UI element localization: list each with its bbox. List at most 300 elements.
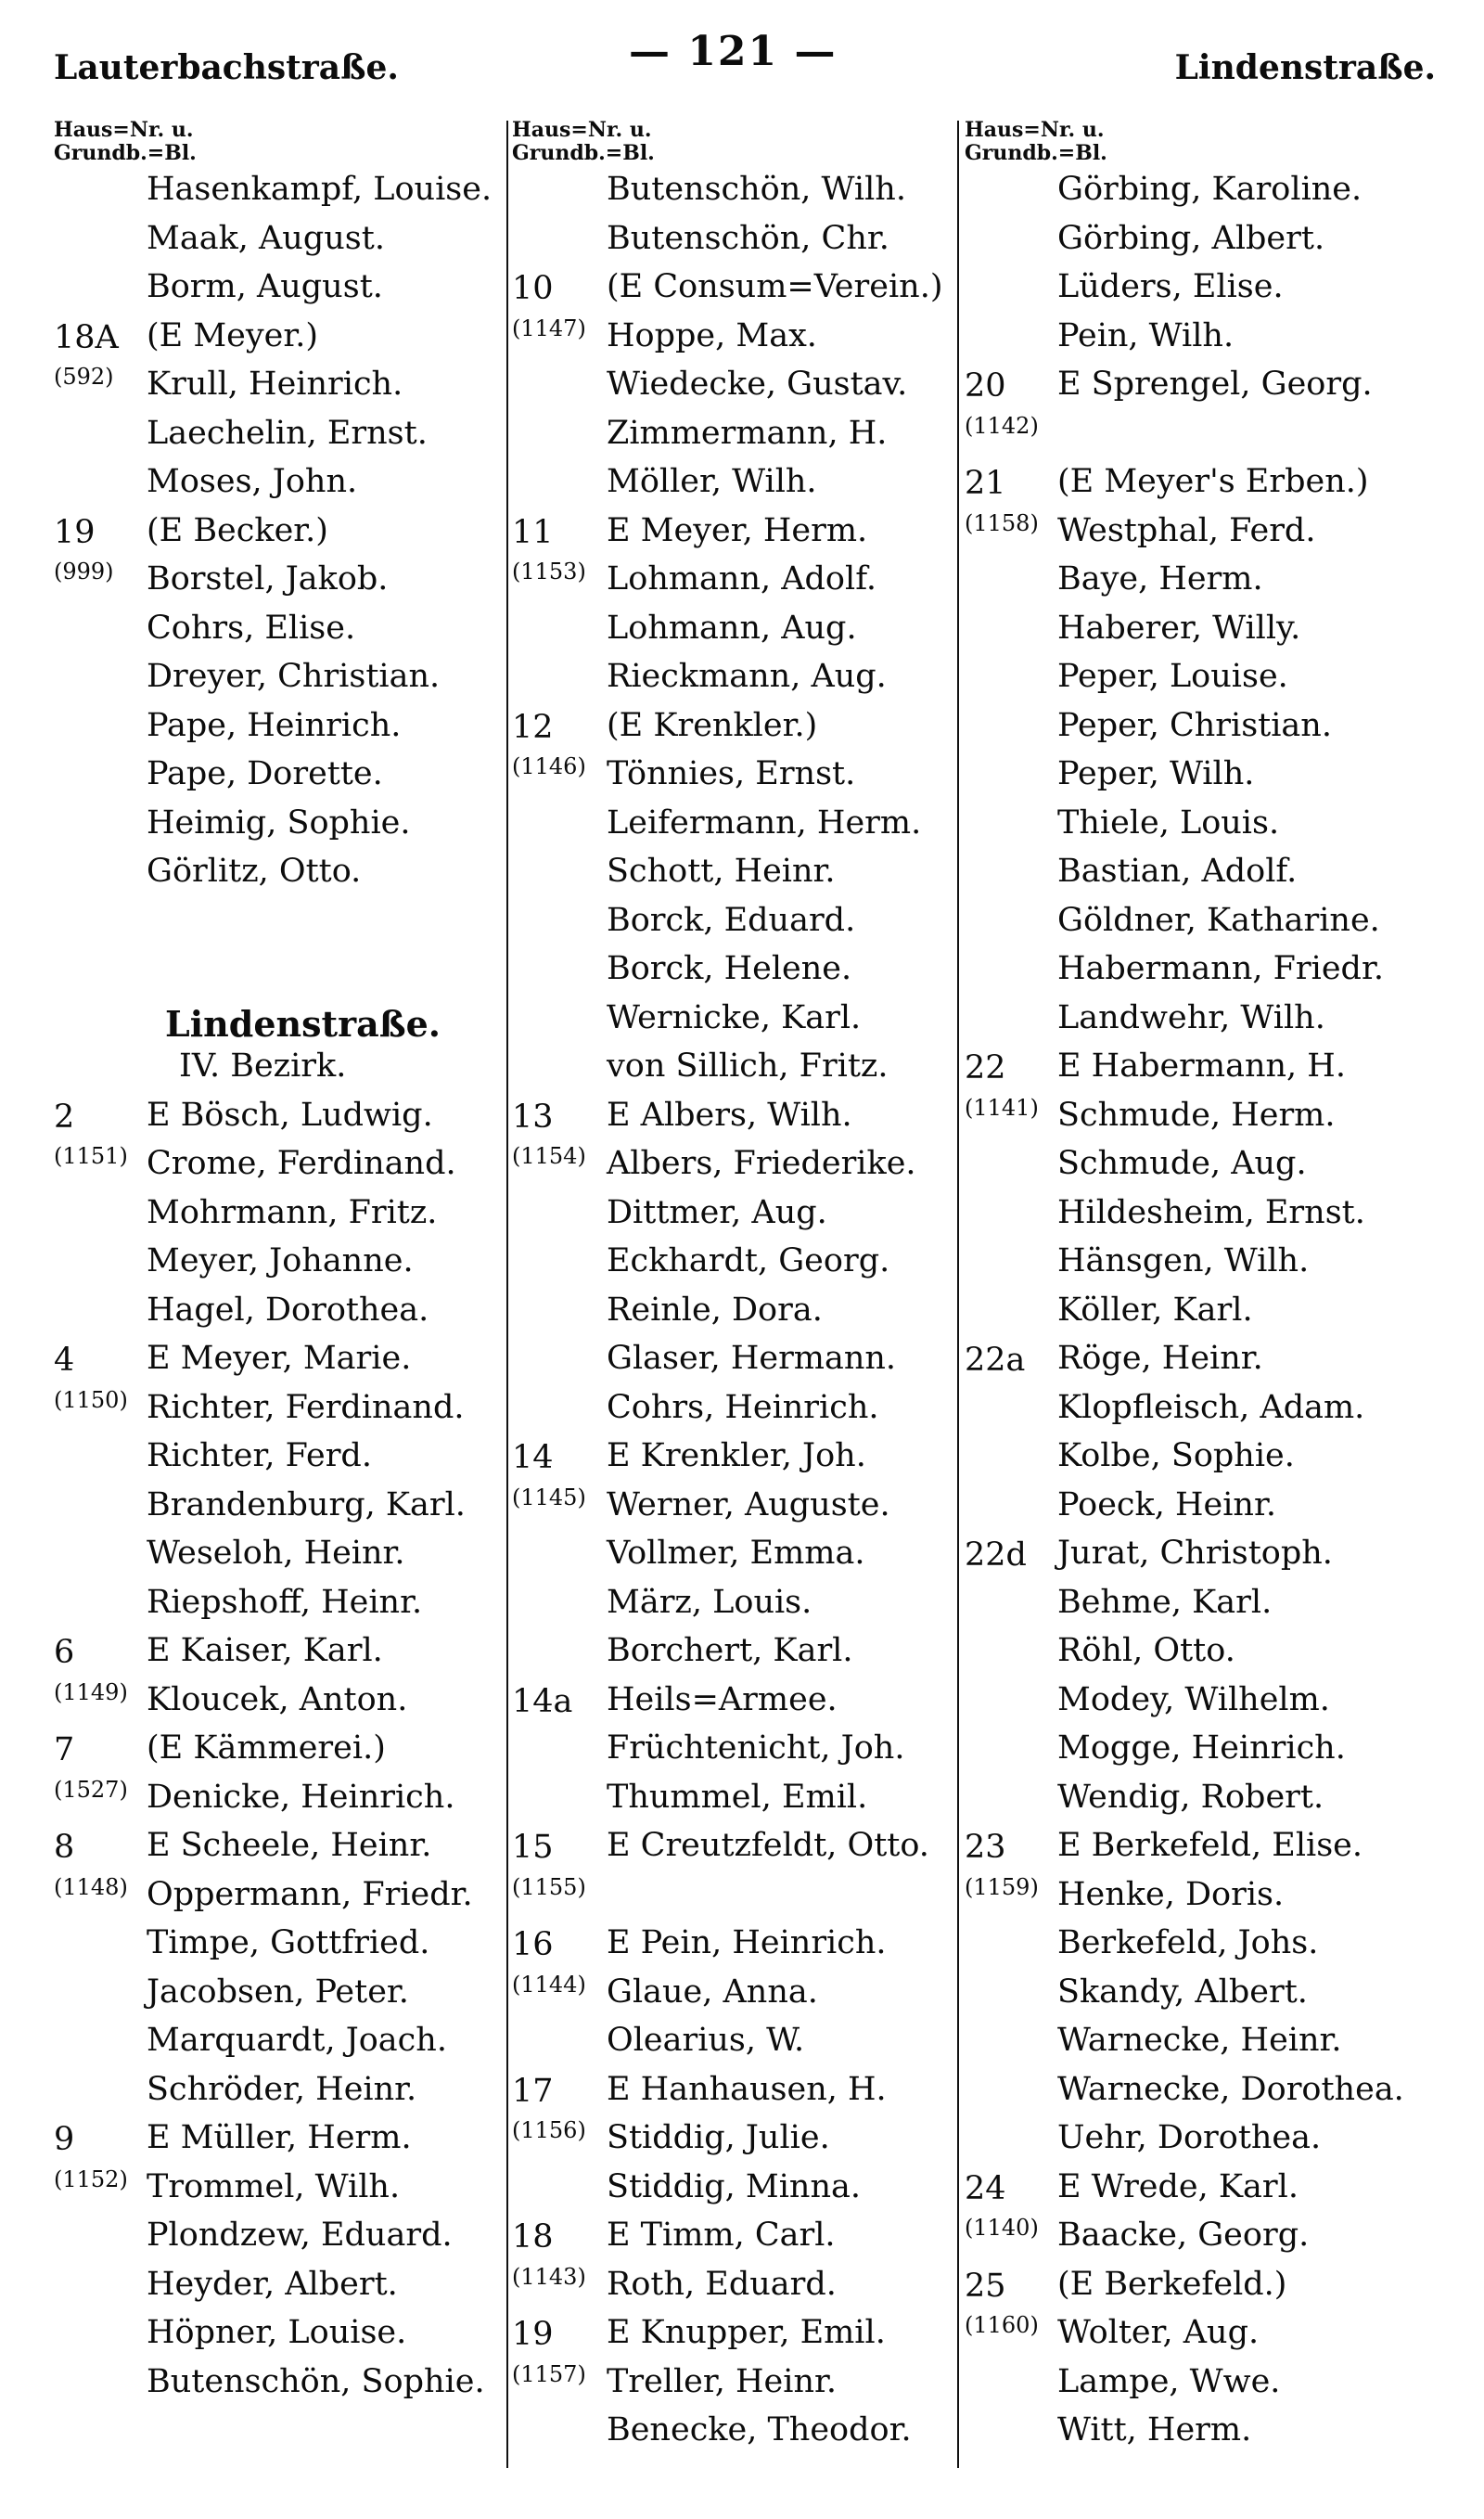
directory-entry xyxy=(965,1189,1428,1238)
resident-name: E Sprengel, Georg. xyxy=(1057,366,1373,403)
directory-entry xyxy=(54,652,504,701)
directory-entry xyxy=(54,1139,504,1189)
directory-entry xyxy=(965,896,1428,945)
directory-entry xyxy=(965,1676,1428,1725)
house-number: 25 xyxy=(965,2267,1006,2305)
resident-name: Dittmer, Aug. xyxy=(607,1193,827,1231)
resident-name: E Habermann, H. xyxy=(1057,1047,1346,1085)
resident-name: Cohrs, Heinrich. xyxy=(607,1388,879,1426)
column-header-line2: Grundb.=Bl. xyxy=(54,141,197,165)
directory-entry xyxy=(965,1432,1428,1481)
directory-entry xyxy=(965,945,1428,994)
directory-entry xyxy=(54,750,504,799)
house-number: 2 xyxy=(54,1098,75,1136)
resident-name: E Krenkler, Joh. xyxy=(607,1437,866,1474)
directory-entry xyxy=(54,799,504,848)
grundbuch-number: (1152) xyxy=(54,2166,128,2192)
directory-entry xyxy=(54,1481,504,1530)
house-number: 7 xyxy=(54,1731,75,1768)
resident-name: E Bösch, Ludwig. xyxy=(147,1096,433,1134)
directory-entry xyxy=(512,847,963,896)
directory-entry xyxy=(54,701,504,751)
resident-name: E Wrede, Karl. xyxy=(1057,2167,1298,2205)
directory-entry xyxy=(54,1432,504,1481)
directory-entry xyxy=(54,2308,504,2358)
column-2 xyxy=(512,119,963,2455)
resident-name: (E Kämmerei.) xyxy=(147,1729,386,1767)
resident-name: Klopfleisch, Adam. xyxy=(1057,1388,1365,1426)
resident-name: Lampe, Wwe. xyxy=(1057,2362,1281,2400)
resident-name: E Kaiser, Karl. xyxy=(147,1632,383,1669)
resident-name: Albers, Friederike. xyxy=(607,1145,916,1182)
column-header xyxy=(965,119,1428,165)
directory-entry xyxy=(512,360,963,409)
resident-name: Thiele, Louis. xyxy=(1057,803,1280,842)
directory-entry xyxy=(512,1968,963,2017)
resident-name: Görlitz, Otto. xyxy=(147,853,362,890)
resident-name: (E Consum=Verein.) xyxy=(607,268,943,305)
directory-entry xyxy=(965,701,1428,751)
resident-name: Röhl, Otto. xyxy=(1057,1632,1235,1669)
grundbuch-number: (1155) xyxy=(512,1873,586,1900)
directory-entry xyxy=(512,896,963,945)
directory-entry xyxy=(54,1237,504,1286)
resident-name: Borchert, Karl. xyxy=(607,1632,853,1669)
resident-name: Schmude, Aug. xyxy=(1057,1145,1307,1182)
directory-entry xyxy=(54,457,504,507)
resident-name: Görbing, Albert. xyxy=(1057,219,1325,257)
directory-entry xyxy=(512,1919,963,1968)
directory-entry xyxy=(965,1481,1428,1530)
street-title: Lindenstraße. xyxy=(165,1002,441,1045)
resident-name: Marquardt, Joach. xyxy=(147,2022,447,2059)
resident-name: Berkefeld, Johs. xyxy=(1057,1924,1319,1961)
directory-entry xyxy=(54,214,504,263)
resident-name: Früchtenicht, Joh. xyxy=(607,1729,905,1767)
column-header-line1: Haus=Nr. u. xyxy=(54,118,194,142)
resident-name: Skandy, Albert. xyxy=(1057,1973,1308,2011)
grundbuch-number: (1146) xyxy=(512,753,586,779)
directory-entry xyxy=(512,652,963,701)
resident-name: Stiddig, Julie. xyxy=(607,2119,830,2156)
resident-name: Pape, Dorette. xyxy=(147,755,383,792)
resident-name: E Timm, Carl. xyxy=(607,2217,836,2254)
directory-entry xyxy=(512,2211,963,2260)
resident-name: E Knupper, Emil. xyxy=(607,2314,886,2351)
resident-name: Thummel, Emil. xyxy=(607,1778,868,1816)
directory-entry xyxy=(965,1919,1428,1968)
house-number: 6 xyxy=(54,1634,75,1671)
directory-entry xyxy=(512,945,963,994)
grundbuch-number: (1153) xyxy=(512,559,586,585)
directory-entry xyxy=(54,1091,504,1140)
directory-entry xyxy=(965,2114,1428,2163)
directory-entry xyxy=(965,1821,1428,1870)
resident-name: Wolter, Aug. xyxy=(1057,2314,1260,2351)
running-head-right: Lindenstraße. xyxy=(1174,48,1436,87)
grundbuch-number: (1154) xyxy=(512,1143,586,1169)
house-number: 15 xyxy=(512,1829,554,1866)
house-number: 18A xyxy=(54,318,119,356)
directory-entry xyxy=(54,263,504,312)
resident-name: Wendig, Robert. xyxy=(1057,1778,1324,1816)
directory-entry xyxy=(965,2406,1428,2455)
directory-entry xyxy=(512,701,963,751)
resident-name: Zimmermann, H. xyxy=(607,414,888,452)
directory-entry xyxy=(965,2016,1428,2065)
resident-name: (E Becker.) xyxy=(147,511,328,549)
directory-entry xyxy=(54,2065,504,2114)
resident-name: (E Krenkler.) xyxy=(607,706,818,744)
resident-name: Plondzew, Eduard. xyxy=(147,2217,453,2254)
directory-entry xyxy=(965,555,1428,604)
resident-name: E Meyer, Marie. xyxy=(147,1340,412,1377)
directory-entry xyxy=(965,1968,1428,2017)
resident-name: Tönnies, Ernst. xyxy=(607,755,856,792)
directory-entry xyxy=(54,1676,504,1725)
resident-name: Uehr, Dorothea. xyxy=(1057,2119,1322,2156)
house-number: 10 xyxy=(512,270,554,307)
directory-entry xyxy=(965,750,1428,799)
directory-entry xyxy=(512,1481,963,1530)
resident-name: Peper, Louise. xyxy=(1057,658,1288,695)
house-number: 19 xyxy=(54,513,96,551)
directory-entry xyxy=(54,165,504,214)
directory-entry xyxy=(512,2308,963,2358)
directory-entry xyxy=(965,263,1428,312)
resident-name: Henke, Doris. xyxy=(1057,1875,1285,1913)
directory-entry xyxy=(54,507,504,556)
resident-name: Modey, Wilhelm. xyxy=(1057,1680,1330,1718)
directory-entry xyxy=(965,1529,1428,1578)
resident-name: E Scheele, Heinr. xyxy=(147,1827,432,1864)
resident-name: Glaser, Hermann. xyxy=(607,1340,897,1377)
house-number: 4 xyxy=(54,1342,75,1379)
resident-name: Crome, Ferdinand. xyxy=(147,1145,456,1182)
resident-name: Leifermann, Herm. xyxy=(607,803,922,842)
directory-entry xyxy=(965,1578,1428,1627)
directory-entry xyxy=(512,1139,963,1189)
grundbuch-number: (592) xyxy=(54,364,114,390)
directory-entry xyxy=(512,1042,963,1091)
resident-name: Jacobsen, Peter. xyxy=(147,1973,409,2011)
grundbuch-number: (1149) xyxy=(54,1678,128,1705)
resident-name: (E Meyer.) xyxy=(147,316,319,354)
resident-name: Hänsgen, Wilh. xyxy=(1057,1242,1310,1279)
resident-name: Köller, Karl. xyxy=(1057,1291,1253,1329)
directory-entry xyxy=(54,1286,504,1335)
grundbuch-number: (999) xyxy=(54,559,114,585)
house-number: 14 xyxy=(512,1439,554,1476)
directory-entry xyxy=(965,799,1428,848)
resident-name: E Albers, Wilh. xyxy=(607,1096,852,1134)
resident-name: Eckhardt, Georg. xyxy=(607,1242,890,1279)
resident-name: Hasenkampf, Louise. xyxy=(147,171,493,208)
directory-entry xyxy=(54,2016,504,2065)
directory-entry xyxy=(54,555,504,604)
resident-name: Hagel, Dorothea. xyxy=(147,1291,429,1329)
directory-entry xyxy=(512,312,963,361)
resident-name: E Hanhausen, H. xyxy=(607,2070,887,2108)
resident-name: Laechelin, Ernst. xyxy=(147,414,428,452)
resident-name: Riepshoff, Heinr. xyxy=(147,1583,423,1621)
directory-entry xyxy=(512,2065,963,2114)
resident-name: Jurat, Christoph. xyxy=(1057,1535,1333,1572)
resident-name: Borck, Helene. xyxy=(607,950,852,987)
directory-entry xyxy=(512,1821,963,1870)
directory-entry xyxy=(54,1189,504,1238)
directory-entry xyxy=(512,2163,963,2212)
column-header-line2: Grundb.=Bl. xyxy=(512,141,655,165)
directory-entry xyxy=(965,1286,1428,1335)
directory-entry xyxy=(965,1773,1428,1822)
directory-entry xyxy=(965,847,1428,896)
directory-entry xyxy=(512,2016,963,2065)
directory-entry xyxy=(512,1334,963,1383)
directory-entry xyxy=(512,1237,963,1286)
directory-entry xyxy=(965,652,1428,701)
resident-name: Göldner, Katharine. xyxy=(1057,901,1380,939)
directory-entry xyxy=(512,1383,963,1433)
directory-entry xyxy=(965,2308,1428,2358)
house-number: 24 xyxy=(965,2169,1006,2207)
resident-name: von Sillich, Fritz. xyxy=(607,1047,889,1085)
directory-entry xyxy=(54,360,504,409)
directory-entry xyxy=(54,1821,504,1870)
resident-name: Pein, Wilh. xyxy=(1057,316,1235,354)
directory-entry xyxy=(965,2163,1428,2212)
running-head-left: Lauterbachstraße. xyxy=(54,48,399,87)
directory-entry xyxy=(965,1091,1428,1140)
resident-name: Borstel, Jakob. xyxy=(147,560,389,598)
directory-entry xyxy=(965,1334,1428,1383)
resident-name: Stiddig, Minna. xyxy=(607,2167,862,2205)
directory-entry xyxy=(965,1237,1428,1286)
directory-entry xyxy=(54,2358,504,2407)
house-number: 19 xyxy=(512,2316,554,2353)
directory-entry xyxy=(512,2114,963,2163)
directory-entry xyxy=(965,312,1428,361)
resident-name: Wiedecke, Gustav. xyxy=(607,366,908,403)
directory-entry xyxy=(54,1383,504,1433)
resident-name: Höpner, Louise. xyxy=(147,2314,407,2351)
resident-name: Mogge, Heinrich. xyxy=(1057,1729,1346,1767)
resident-name: Warnecke, Dorothea. xyxy=(1057,2070,1404,2108)
resident-name: Behme, Karl. xyxy=(1057,1583,1273,1621)
resident-name: Werner, Auguste. xyxy=(607,1485,890,1523)
grundbuch-number: (1142) xyxy=(965,412,1039,439)
directory-entry xyxy=(54,409,504,458)
resident-name: (E Meyer's Erben.) xyxy=(1057,463,1369,500)
column-header xyxy=(512,119,963,165)
directory-entry xyxy=(512,1091,963,1140)
grundbuch-number: (1159) xyxy=(965,1873,1039,1900)
resident-name: Haberer, Willy. xyxy=(1057,609,1301,647)
directory-entry xyxy=(965,2065,1428,2114)
resident-name: Mohrmann, Fritz. xyxy=(147,1193,438,1231)
resident-name: Borck, Eduard. xyxy=(607,901,856,939)
resident-name: Lüders, Elise. xyxy=(1057,268,1284,305)
house-number: 20 xyxy=(965,367,1006,405)
directory-entry xyxy=(965,2211,1428,2260)
resident-name: E Pein, Heinrich. xyxy=(607,1924,887,1961)
column-header-line1: Haus=Nr. u. xyxy=(512,118,652,142)
resident-name: Butenschön, Sophie. xyxy=(147,2362,485,2400)
house-number: 17 xyxy=(512,2072,554,2110)
house-number: 13 xyxy=(512,1098,554,1136)
resident-name: Olearius, W. xyxy=(607,2022,805,2059)
house-number: 8 xyxy=(54,1829,75,1866)
resident-name: Roth, Eduard. xyxy=(607,2265,837,2303)
blank-line xyxy=(54,896,504,945)
resident-name: Wernicke, Karl. xyxy=(607,998,862,1036)
directory-entry xyxy=(54,1578,504,1627)
directory-entry xyxy=(54,2163,504,2212)
directory-entry xyxy=(512,2260,963,2309)
directory-entry xyxy=(512,555,963,604)
resident-name: Peper, Christian. xyxy=(1057,706,1332,744)
directory-entry xyxy=(512,457,963,507)
directory-entry xyxy=(54,312,504,361)
directory-entry xyxy=(54,2211,504,2260)
resident-name: E Müller, Herm. xyxy=(147,2119,412,2156)
grundbuch-number: (1143) xyxy=(512,2263,586,2290)
directory-entry xyxy=(965,1383,1428,1433)
resident-name: Butenschön, Wilh. xyxy=(607,171,906,208)
resident-name: Kolbe, Sophie. xyxy=(1057,1437,1295,1474)
grundbuch-number: (1157) xyxy=(512,2360,586,2387)
directory-entry xyxy=(54,1334,504,1383)
resident-name: Schott, Heinr. xyxy=(607,853,836,890)
directory-entry xyxy=(965,457,1428,507)
resident-name: Glaue, Anna. xyxy=(607,1973,818,2011)
resident-name: März, Louis. xyxy=(607,1583,812,1621)
directory-entry xyxy=(54,1773,504,1822)
directory-entry xyxy=(965,214,1428,263)
house-number: 22a xyxy=(965,1342,1026,1379)
grundbuch-number: (1156) xyxy=(512,2117,586,2143)
directory-entry xyxy=(512,1529,963,1578)
directory-entry xyxy=(512,409,963,458)
directory-entry xyxy=(512,1724,963,1773)
resident-name: Borm, August. xyxy=(147,268,383,305)
resident-name: Benecke, Theodor. xyxy=(607,2411,912,2448)
resident-name: Warnecke, Heinr. xyxy=(1057,2022,1342,2059)
grundbuch-number: (1527) xyxy=(54,1776,128,1803)
house-number: 12 xyxy=(512,708,554,746)
house-number: 23 xyxy=(965,1829,1006,1866)
resident-name: Meyer, Johanne. xyxy=(147,1242,414,1279)
directory-entry xyxy=(512,1626,963,1676)
directory-entry xyxy=(54,1870,504,1920)
column-1 xyxy=(54,119,504,2406)
directory-entry xyxy=(512,1578,963,1627)
directory-entry xyxy=(965,507,1428,556)
resident-name: Hildesheim, Ernst. xyxy=(1057,1193,1365,1231)
directory-entry xyxy=(54,1626,504,1676)
directory-entry xyxy=(512,799,963,848)
directory-entry xyxy=(512,1432,963,1481)
house-number: 11 xyxy=(512,513,554,551)
resident-name: Habermann, Friedr. xyxy=(1057,950,1384,987)
column-divider xyxy=(506,121,508,2468)
resident-name: Baye, Herm. xyxy=(1057,560,1263,598)
resident-name: Oppermann, Friedr. xyxy=(147,1875,473,1913)
house-number: 14a xyxy=(512,1682,573,1720)
directory-entry xyxy=(512,1189,963,1238)
directory-entry xyxy=(965,2358,1428,2407)
directory-entry xyxy=(512,263,963,312)
directory-entry xyxy=(54,2260,504,2309)
running-head xyxy=(54,28,1436,93)
resident-name: E Meyer, Herm. xyxy=(607,511,868,549)
resident-name: Richter, Ferd. xyxy=(147,1437,372,1474)
house-number: 9 xyxy=(54,2121,75,2158)
directory-entry xyxy=(965,1139,1428,1189)
resident-name: Weseloh, Heinr. xyxy=(147,1535,405,1572)
house-number: 22 xyxy=(965,1049,1006,1086)
grundbuch-number: (1140) xyxy=(965,2215,1039,2241)
resident-name: Bastian, Adolf. xyxy=(1057,853,1298,890)
directory-entry xyxy=(965,1626,1428,1676)
grundbuch-number: (1145) xyxy=(512,1484,586,1510)
directory-entry xyxy=(512,1286,963,1335)
resident-name: Butenschön, Chr. xyxy=(607,219,889,257)
resident-name: (E Berkefeld.) xyxy=(1057,2265,1287,2303)
grundbuch-number: (1148) xyxy=(54,1873,128,1900)
directory-entry xyxy=(965,409,1428,458)
resident-name: Görbing, Karoline. xyxy=(1057,171,1362,208)
resident-name: Witt, Herm. xyxy=(1057,2411,1252,2448)
resident-name: E Berkefeld, Elise. xyxy=(1057,1827,1363,1864)
resident-name: Cohrs, Elise. xyxy=(147,609,356,647)
directory-entry xyxy=(965,360,1428,409)
resident-name: Richter, Ferdinand. xyxy=(147,1388,465,1426)
resident-name: Peper, Wilh. xyxy=(1057,755,1255,792)
directory-entry xyxy=(54,1529,504,1578)
directory-entry xyxy=(512,1870,963,1920)
directory-entry xyxy=(54,604,504,653)
resident-name: Lohmann, Aug. xyxy=(607,609,857,647)
resident-name: Denicke, Heinrich. xyxy=(147,1778,455,1816)
page-number: — 121 — xyxy=(629,28,838,75)
resident-name: Pape, Heinrich. xyxy=(147,706,402,744)
resident-name: Baacke, Georg. xyxy=(1057,2217,1310,2254)
directory-entry xyxy=(965,1724,1428,1773)
directory-entry xyxy=(512,165,963,214)
resident-name: Hoppe, Max. xyxy=(607,316,817,354)
house-number: 22d xyxy=(965,1536,1027,1574)
district-label: IV. Bezirk. xyxy=(179,1047,347,1085)
directory-entry xyxy=(512,214,963,263)
resident-name: Röge, Heinr. xyxy=(1057,1340,1263,1377)
column-header-line1: Haus=Nr. u. xyxy=(965,118,1105,142)
directory-entry xyxy=(54,2114,504,2163)
grundbuch-number: (1144) xyxy=(512,1971,586,1998)
resident-name: Vollmer, Emma. xyxy=(607,1535,865,1572)
resident-name: Poeck, Heinr. xyxy=(1057,1485,1276,1523)
grundbuch-number: (1150) xyxy=(54,1386,128,1413)
directory-entry xyxy=(965,165,1428,214)
directory-entry xyxy=(512,994,963,1043)
directory-entry xyxy=(965,994,1428,1043)
directory-entry xyxy=(512,2406,963,2455)
directory-entry xyxy=(512,1676,963,1725)
resident-name: Lohmann, Adolf. xyxy=(607,560,877,598)
directory-entry xyxy=(54,1919,504,1968)
resident-name: Reinle, Dora. xyxy=(607,1291,823,1329)
resident-name: Brandenburg, Karl. xyxy=(147,1485,466,1523)
